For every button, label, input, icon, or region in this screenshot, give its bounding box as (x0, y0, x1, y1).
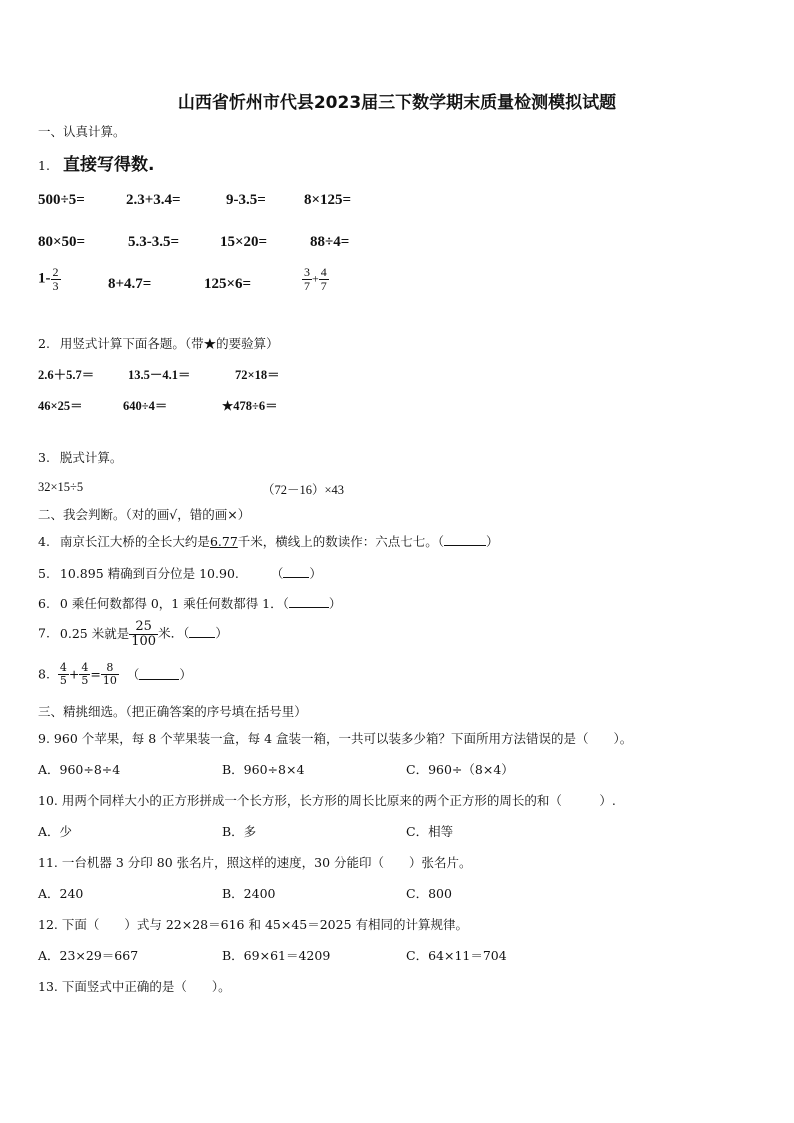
fraction-denominator: 5 (81, 673, 89, 687)
fraction-denominator: 7 (320, 278, 327, 293)
plus-sign: + (312, 271, 319, 286)
close-paren: ） (309, 566, 322, 581)
option-c[interactable]: C．相等 (406, 824, 454, 839)
calc-item: 32×15÷5 (38, 480, 84, 494)
calc-item: 125×6= (204, 276, 252, 292)
plus-sign: + (68, 666, 80, 682)
question-3 (38, 448, 122, 466)
question-11 (38, 853, 472, 871)
calc-item: （72－16）×43 (262, 483, 345, 497)
question-12 (38, 915, 468, 933)
question-number: 1. (38, 158, 50, 173)
question-number: 2. (38, 336, 50, 351)
question-1-header (38, 150, 155, 175)
option-b[interactable]: B．69×61＝4209 (222, 948, 331, 963)
section-1-heading: 一、认真计算。 (38, 124, 126, 139)
question-number: 10. (38, 793, 58, 808)
question-number: 9. (38, 731, 50, 746)
option-a[interactable]: A．23×29＝667 (38, 948, 139, 963)
calc-item: 15×20= (220, 234, 268, 250)
question-number: 4. (38, 534, 50, 549)
fraction-numerator: 2 (52, 265, 59, 279)
question-text: 下面竖式中正确的是（ ）。 (61, 979, 231, 994)
option-a[interactable]: A．少 (38, 824, 73, 839)
calc-item: 13.5－4.1＝ (128, 368, 191, 382)
close-paren: ） (328, 596, 342, 611)
fraction-denominator: 10 (102, 673, 117, 687)
calc-item: 8+4.7= (108, 276, 152, 292)
question-text: 10.895 精确到百分位是 10.90. (59, 566, 239, 581)
option-a[interactable]: A．960÷8÷4 (38, 762, 121, 777)
question-2 (38, 334, 279, 352)
option-c[interactable]: C．64×11＝704 (406, 948, 507, 963)
calc-item-fraction-sum (302, 266, 329, 292)
question-6 (38, 594, 341, 612)
calc-item: 88÷4= (310, 234, 350, 250)
close-paren: ） (486, 534, 499, 549)
question-13 (38, 977, 231, 995)
calc-item: 500÷5= (38, 192, 85, 208)
answer-blank[interactable] (189, 626, 215, 638)
calc-item: 2.6＋5.7＝ (38, 368, 95, 382)
fraction-denominator: 7 (304, 278, 310, 293)
calc-item: 9-3.5= (226, 192, 266, 208)
option-b[interactable]: B．960÷8×4 (222, 762, 305, 777)
answer-blank[interactable] (139, 668, 179, 680)
fraction-numerator: 4 (320, 265, 327, 279)
question-text: 下面（ ）式与 22×28＝616 和 45×45＝2025 有相同的计算规律。 (61, 917, 469, 932)
fraction-numerator: 4 (59, 661, 67, 674)
fraction-numerator: 3 (304, 265, 310, 279)
question-number: 11. (38, 855, 58, 870)
question-number: 12. (38, 917, 58, 932)
calc-item: 5.3-3.5= (128, 234, 180, 250)
option-b[interactable]: B．2400 (222, 886, 276, 901)
question-10 (38, 791, 616, 809)
calc-item: 8×125= (304, 192, 352, 208)
question-text: 米．（ (158, 625, 190, 641)
option-c[interactable]: C．800 (406, 886, 452, 901)
fraction-denominator: 5 (59, 673, 67, 687)
fraction-denominator: 3 (52, 278, 59, 293)
option-b[interactable]: B．多 (222, 824, 257, 839)
calc-item: 80×50= (38, 234, 86, 250)
section-3-heading: 三、精挑细选。（把正确答案的序号填在括号里） (38, 704, 307, 719)
question-text: 用两个同样大小的正方形拼成一个长方形，长方形的周长比原来的两个正方形的周长的和（ ）. (61, 793, 616, 808)
question-7 (38, 620, 228, 648)
fraction-numerator: 8 (101, 662, 119, 675)
question-text: 南京长江大桥的全长大约是 (59, 534, 210, 549)
equals-sign: = (90, 666, 101, 682)
answer-blank[interactable] (289, 596, 329, 608)
calc-item: 46×25＝ (38, 399, 83, 413)
question-text: 0.25 米就是 (59, 625, 130, 641)
answer-blank[interactable] (444, 534, 486, 546)
question-number: 8. (38, 666, 50, 682)
calc-item: 72×18＝ (235, 368, 280, 382)
section-2-heading: 二、我会判断。（对的画√，错的画×） (38, 507, 251, 522)
question-text: 用竖式计算下面各题。（带★的要验算） (59, 336, 279, 351)
close-paren: ） (215, 625, 228, 641)
open-paren: （ (270, 566, 284, 581)
fraction-numerator: 25 (129, 620, 158, 635)
question-number: 3. (38, 450, 50, 465)
question-number: 6. (38, 596, 50, 611)
question-5 (38, 564, 322, 582)
question-text: 一台机器 3 分印 80 张名片，照这样的速度，30 分能印（ ）张名片。 (61, 855, 472, 870)
calc-item: 640÷4＝ (123, 399, 168, 413)
question-number: 5. (38, 566, 50, 581)
option-a[interactable]: A．240 (38, 886, 84, 901)
question-8 (38, 662, 192, 686)
fraction-denominator: 100 (131, 633, 157, 649)
question-text: 960 个苹果，每 8 个苹果装一盒，每 4 盒装一箱，一共可以装多少箱？下面所用方法错误的是（ ）。 (53, 731, 633, 746)
question-9 (38, 729, 632, 747)
open-paren: （ (126, 667, 140, 683)
question-4 (38, 532, 499, 550)
question-number: 7. (38, 625, 50, 641)
answer-blank[interactable] (283, 566, 309, 578)
question-text: 0 乘任何数都得 0，1 乘任何数都得 1．（ (59, 596, 289, 611)
page-title: 山西省忻州市代县2023届三下数学期末质量检测模拟试题 (177, 93, 617, 113)
question-number: 13. (38, 979, 58, 994)
question-text: 千米，横线上的数读作：六点七七。（ (237, 534, 445, 549)
fraction-numerator: 4 (81, 661, 89, 674)
underlined-number: 6.77 (209, 534, 238, 549)
calc-item-fraction (38, 266, 61, 292)
calc-item: 2.3+3.4= (126, 192, 181, 208)
fraction-prefix: 1- (38, 270, 51, 287)
question-heading: 直接写得数. (63, 155, 155, 175)
question-text: 脱式计算。 (59, 450, 123, 465)
option-c[interactable]: C．960÷（8×4） (406, 762, 514, 777)
close-paren: ） (179, 667, 192, 683)
calc-item: ★478÷6＝ (222, 399, 278, 413)
